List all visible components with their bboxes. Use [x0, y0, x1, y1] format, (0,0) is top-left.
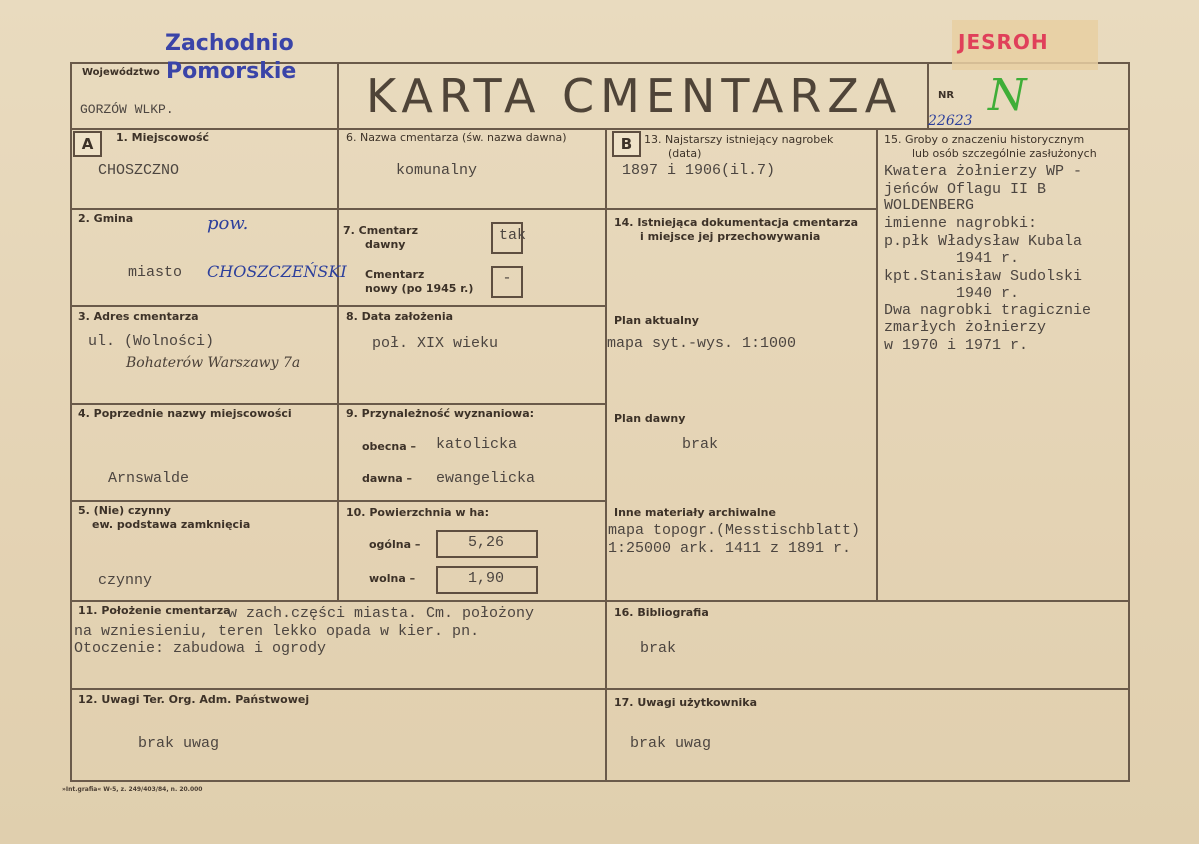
- field-10-ogolna-label: ogólna –: [369, 538, 421, 551]
- tape-stamp: ЈЕSROH: [958, 30, 1049, 54]
- field-16-value: brak: [640, 640, 677, 657]
- field-2-hand-1: pow.: [207, 213, 249, 234]
- row-line: [70, 688, 1130, 690]
- plan-dawny-label: Plan dawny: [614, 412, 686, 425]
- field-6-value: komunalny: [396, 162, 478, 179]
- field-15-line: imienne nagrobki:: [884, 215, 1038, 232]
- field-5-value: czynny: [98, 572, 153, 589]
- row-line: [337, 500, 605, 502]
- inne-materialy-line1: mapa topogr.(Messtischblatt): [608, 522, 861, 539]
- field-7-label-2: dawny: [365, 238, 406, 251]
- frame-bottom: [70, 780, 1130, 782]
- field-10-wolna-value: 1,90: [467, 570, 504, 587]
- field-11-line2: na wzniesieniu, teren lekko opada w kier. pn.: [74, 623, 480, 640]
- field-10-wolna-label: wolna –: [369, 572, 416, 585]
- field-11-label: 11. Położenie cmentarza: [78, 604, 231, 617]
- row-line: [337, 305, 605, 307]
- field-8-label: 8. Data założenia: [346, 310, 454, 323]
- field-15-line: Kwatera żołnierzy WP -: [884, 163, 1083, 180]
- col-divider-2: [605, 128, 607, 780]
- field-4-label: 4. Poprzednie nazwy miejscowości: [78, 407, 292, 420]
- field-15-line: kpt.Stanisław Sudolski: [884, 268, 1083, 285]
- row-line: [337, 208, 605, 210]
- field-12-label: 12. Uwagi Ter. Org. Adm. Państwowej: [78, 693, 310, 706]
- field-9-obecna-label: obecna –: [362, 440, 416, 453]
- district: GORZÓW WLKP.: [80, 102, 174, 117]
- print-footnote: »Int.grafia« W-5, z. 249/403/84, n. 20.000: [62, 786, 203, 793]
- inne-materialy-label: Inne materiały archiwalne: [614, 506, 776, 519]
- field-13-label-1: 13. Najstarszy istniejący nagrobek: [644, 133, 834, 146]
- field-15-line: 1941 r.: [956, 250, 1020, 267]
- section-a-marker: A: [73, 131, 102, 157]
- field-8-value: poł. XIX wieku: [372, 335, 499, 352]
- field-2-label: 2. Gmina: [78, 212, 134, 225]
- voivodeship-label: Województwo: [82, 67, 160, 78]
- nr-value: 22623: [928, 113, 973, 129]
- field-9-dawna-value: ewangelicka: [436, 470, 536, 487]
- frame-left: [70, 62, 72, 782]
- frame-right: [1128, 62, 1130, 782]
- field-15-line: 1940 r.: [956, 285, 1020, 302]
- field-1-value: CHOSZCZNO: [98, 162, 180, 179]
- field-6-label: 6. Nazwa cmentarza (św. nazwa dawna): [346, 131, 567, 144]
- field-12-value: brak uwag: [138, 735, 220, 752]
- field-10-label: 10. Powierzchnia w ha:: [346, 506, 490, 519]
- field-5-label-1: 5. (Nie) czynny: [78, 504, 171, 517]
- field-10-ogolna-value: 5,26: [467, 534, 504, 551]
- field-2-value: miasto: [128, 264, 183, 281]
- field-15-line: jeńców Oflagu II B: [884, 181, 1047, 198]
- card-title: KARTA CMENTARZA: [366, 69, 903, 123]
- field-7-nowy-value: -: [502, 270, 512, 287]
- inne-materialy-line2: 1:25000 ark. 1411 z 1891 r.: [608, 540, 852, 557]
- field-15-label-1: 15. Groby o znaczeniu historycznym: [884, 133, 1085, 146]
- field-7-label-1: 7. Cmentarz: [343, 224, 418, 237]
- field-13-value: 1897 i 1906(il.7): [622, 162, 776, 179]
- row-line: [70, 500, 337, 502]
- row-line: [70, 403, 337, 405]
- field-1-label: 1. Miejscowość: [116, 131, 210, 144]
- field-15-line: WOLDENBERG: [884, 197, 975, 214]
- field-15-line: zmarłych żołnierzy: [884, 319, 1047, 336]
- plan-aktualny-value: mapa syt.-wys. 1:1000: [607, 335, 797, 352]
- field-7-nowy-label-2: nowy (po 1945 r.): [365, 282, 474, 295]
- row-line: [605, 600, 1130, 602]
- field-5-label-2: ew. podstawa zamknięcia: [92, 518, 251, 531]
- field-11-line1: w zach.części miasta. Cm. położony: [228, 605, 535, 622]
- field-15-line: w 1970 i 1971 r.: [884, 337, 1029, 354]
- field-16-label: 16. Bibliografia: [614, 606, 709, 619]
- field-14-label-1: 14. Istniejąca dokumentacja cmentarza: [614, 216, 859, 229]
- field-15-line: Dwa nagrobki tragicznie: [884, 302, 1092, 319]
- field-4-value: Arnswalde: [108, 470, 190, 487]
- row-line: [337, 403, 605, 405]
- field-2-hand-2: CHOSZCZEŃSKI: [207, 262, 347, 281]
- field-9-obecna-value: katolicka: [436, 436, 518, 453]
- field-17-label: 17. Uwagi użytkownika: [614, 696, 758, 709]
- field-7-nowy-label-1: Cmentarz: [365, 268, 425, 281]
- field-15-label-2: lub osób szczególnie zasłużonych: [912, 147, 1097, 160]
- field-3-hand: Bohaterów Warszawy 7a: [126, 355, 301, 371]
- field-7-dawny-value: tak: [499, 227, 527, 244]
- nr-letter: N: [988, 70, 1027, 121]
- voivodeship-stamp-line2: Pomorskie: [166, 59, 297, 84]
- col-divider-3: [876, 128, 878, 600]
- field-3-value: ul. (Wolności): [88, 333, 215, 350]
- field-11-line3: Otoczenie: zabudowa i ogrody: [74, 640, 327, 657]
- field-13-label-2: (data): [668, 147, 702, 160]
- field-3-label: 3. Adres cmentarza: [78, 310, 199, 323]
- field-14-label-2: i miejsce jej przechowywania: [640, 230, 821, 243]
- field-15-line: p.płk Władysław Kubala: [884, 233, 1083, 250]
- nr-label: NR: [938, 90, 955, 101]
- plan-aktualny-label: Plan aktualny: [614, 314, 699, 327]
- col-divider-1: [337, 62, 339, 600]
- row-line: [70, 305, 337, 307]
- field-9-dawna-label: dawna –: [362, 472, 413, 485]
- row-line: [70, 208, 337, 210]
- row-line: [605, 208, 876, 210]
- section-b-marker: B: [612, 131, 641, 157]
- plan-dawny-value: brak: [682, 436, 719, 453]
- voivodeship-stamp-line1: Zachodnio: [165, 31, 294, 56]
- field-9-label: 9. Przynależność wyznaniowa:: [346, 407, 535, 420]
- field-17-value: brak uwag: [630, 735, 712, 752]
